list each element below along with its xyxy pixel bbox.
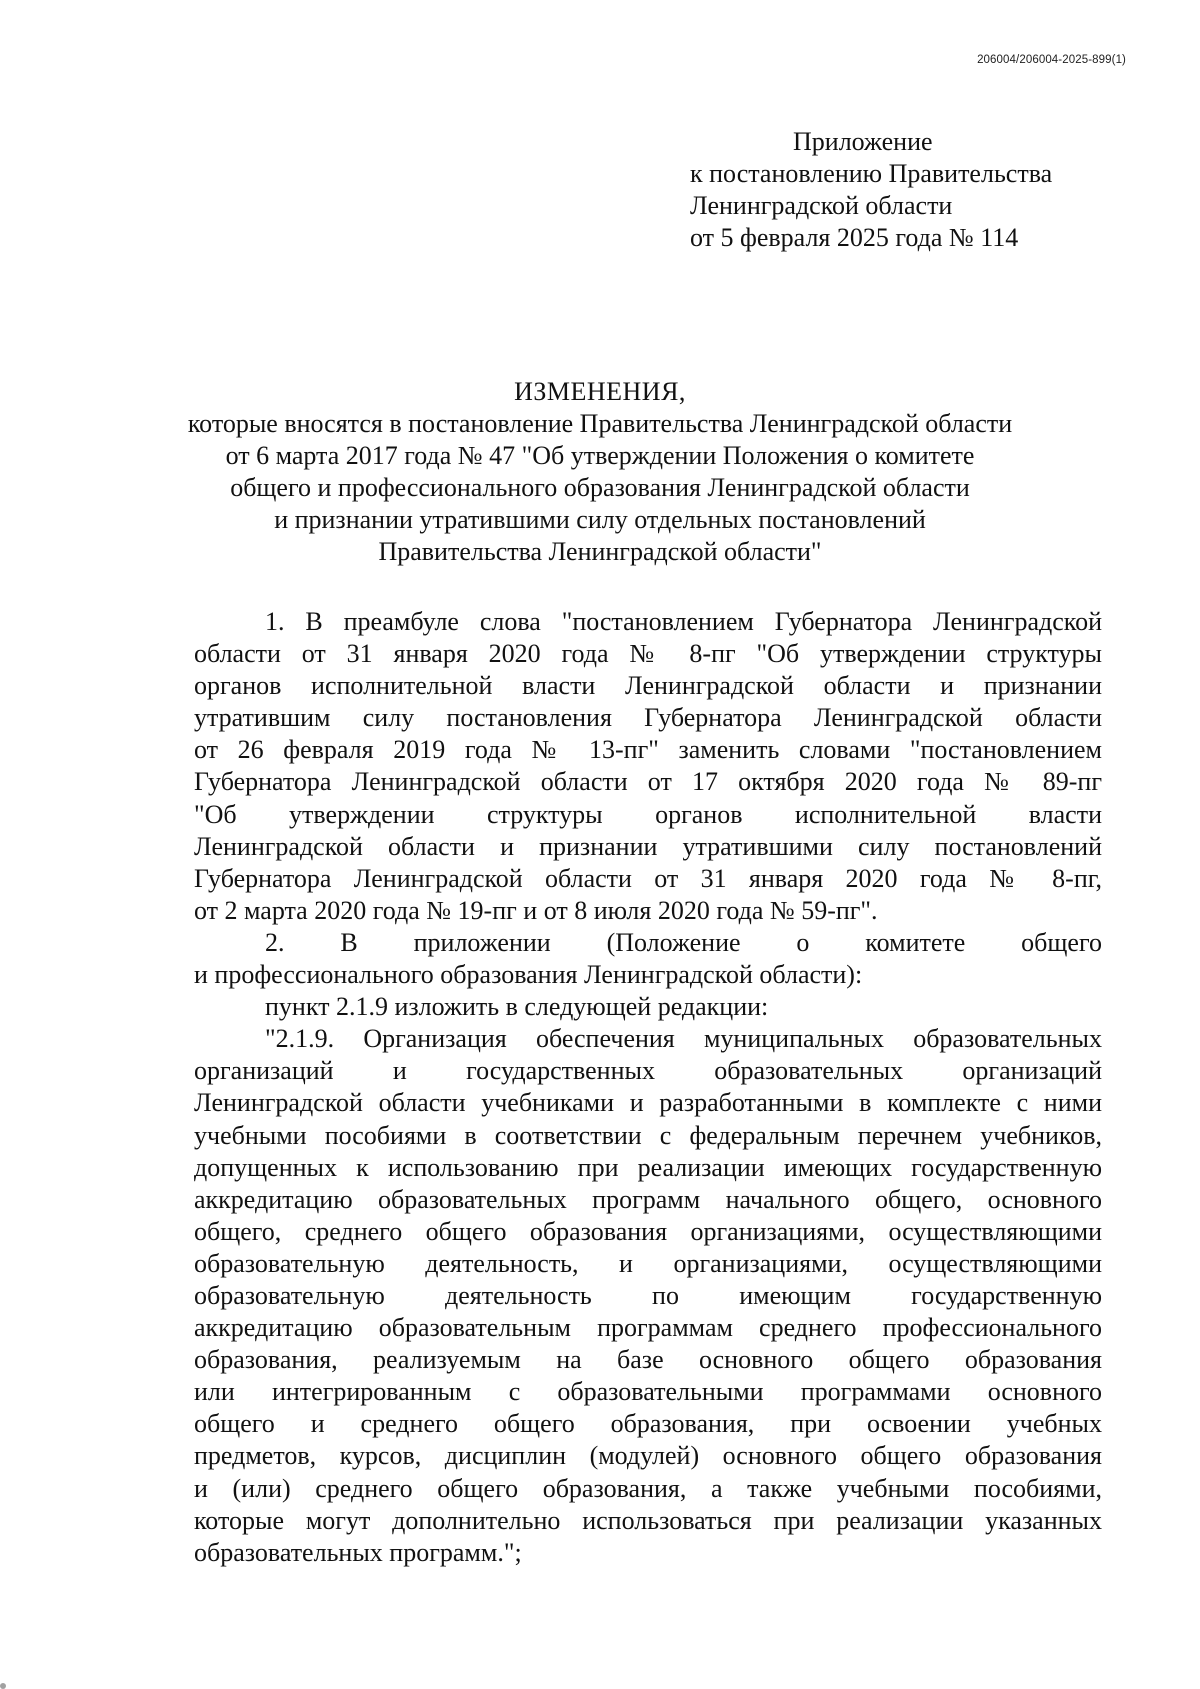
document-id: 206004/206004-2025-899(1) <box>977 54 1126 66</box>
body-line: Губернатора Ленинградской области от 17 октября 2020 года № 89-пг <box>194 767 1102 797</box>
body-line: или интегрированным с образовательными программами основного <box>194 1377 1102 1407</box>
body-line: образовательную деятельность, и организациями, осуществляющими <box>194 1248 1102 1278</box>
title-heading: ИЗМЕНЕНИЯ, <box>514 377 686 406</box>
document-body <box>194 606 1102 1569</box>
document-title <box>150 376 1050 568</box>
title-line: общего и профессионального образования Ленинградской области <box>230 473 970 502</box>
appendix-header <box>690 126 1052 254</box>
body-line: образования, реализуемым на базе основного общего образования <box>194 1345 1102 1375</box>
body-line: "2.1.9. Организация обеспечения муниципальных образовательных <box>265 1024 1102 1054</box>
body-line: общего, среднего общего образования организациями, осуществляющими <box>194 1216 1102 1246</box>
body-line: Губернатора Ленинградской области от 31 января 2020 года № 8-пг, <box>194 863 1102 893</box>
body-line: общего и среднего общего образования, при освоении учебных <box>194 1409 1102 1439</box>
body-line: Ленинградской области и признании утратившими силу постановлений <box>194 831 1102 861</box>
body-line: пункт 2.1.9 изложить в следующей редакции: <box>265 992 769 1022</box>
body-line: которые могут дополнительно использоваться при реализации указанных <box>194 1505 1102 1535</box>
body-line: организаций и государственных образовательных организаций <box>194 1056 1102 1086</box>
title-line: и признании утратившими силу отдельных постановлений <box>274 505 926 534</box>
body-line: учебными пособиями в соответствии с федеральным перечнем учебников, <box>194 1120 1102 1150</box>
body-line: области от 31 января 2020 года № 8-пг "Об утверждении структуры <box>194 639 1102 669</box>
body-line: и профессионального образования Ленинградской области): <box>194 960 863 990</box>
body-line: от 2 марта 2020 года № 19-пг и от 8 июля 2020 года № 59-пг". <box>194 895 878 925</box>
body-line: "Об утверждении структуры органов исполнительной власти <box>194 799 1102 829</box>
scan-dot-mark <box>0 1683 6 1689</box>
body-line: предметов, курсов, дисциплин (модулей) основного общего образования <box>194 1441 1102 1471</box>
body-line: аккредитацию образовательным программам среднего профессионального <box>194 1313 1102 1343</box>
appendix-line: к постановлению Правительства <box>690 159 1053 188</box>
body-line: утратившим силу постановления Губернатора Ленинградской области <box>194 703 1102 733</box>
body-line: Ленинградской области учебниками и разработанными в комплекте с ними <box>194 1088 1102 1118</box>
title-line: от 6 марта 2017 года № 47 "Об утверждении Положения о комитете <box>225 441 975 470</box>
body-line: аккредитацию образовательных программ начального общего, основного <box>194 1184 1102 1214</box>
appendix-line: от 5 февраля 2025 года № 114 <box>690 223 1019 252</box>
appendix-line: Приложение <box>793 127 933 156</box>
title-line: Правительства Ленинградской области" <box>378 537 822 566</box>
title-line: которые вносятся в постановление Правительства Ленинградской области <box>187 409 1013 438</box>
appendix-line: Ленинградской области <box>690 191 953 220</box>
body-line: допущенных к использованию при реализации имеющих государственную <box>194 1152 1102 1182</box>
body-line: образовательную деятельность по имеющим государственную <box>194 1280 1102 1310</box>
body-line: от 26 февраля 2019 года № 13-пг" заменить словами "постановлением <box>194 735 1102 765</box>
body-line: 2. В приложении (Положение о комитете общего <box>265 927 1102 957</box>
body-line: образовательных программ."; <box>194 1537 522 1567</box>
body-line: органов исполнительной власти Ленинградской области и признании <box>194 671 1102 701</box>
body-line: 1. В преамбуле слова "постановлением Губернатора Ленинградской <box>265 607 1102 636</box>
body-line: и (или) среднего общего образования, а также учебными пособиями, <box>194 1473 1102 1503</box>
